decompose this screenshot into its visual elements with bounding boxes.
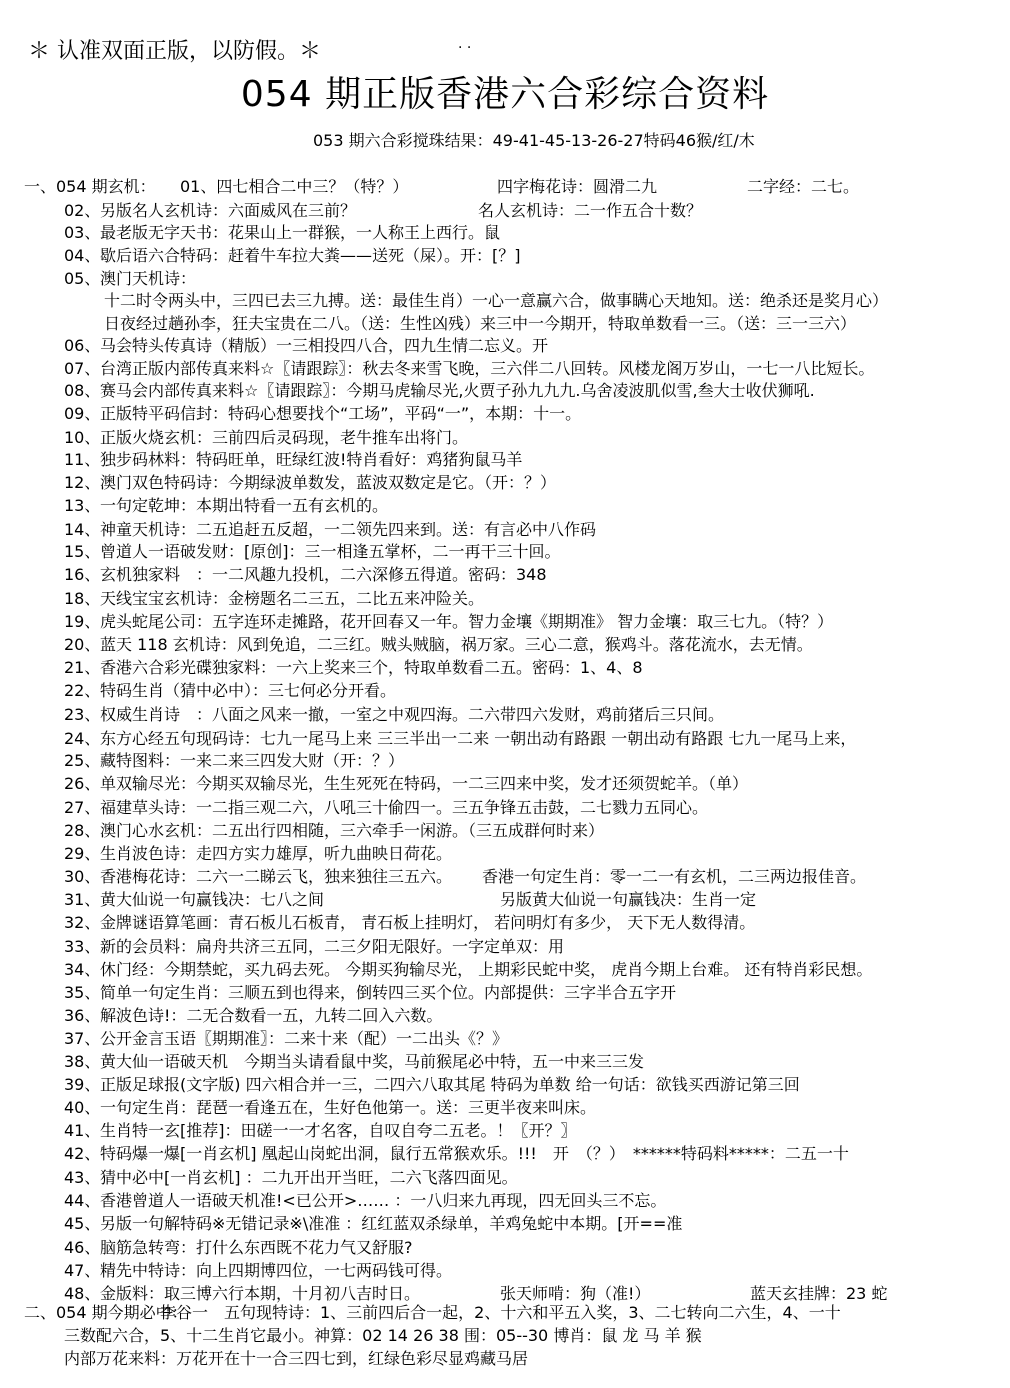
item-number: 05、 — [64, 269, 101, 288]
item-extra-text: 名人玄机诗：二一作五合十数？ — [478, 201, 703, 220]
item-text: 脑筋急转弯：打什么东西既不花力气又舒服? — [100, 1238, 413, 1257]
item-extra-text: 蓝天玄挂牌：23 蛇 — [750, 1284, 888, 1303]
list-item — [0, 1348, 1010, 1370]
list-item — [0, 176, 1010, 198]
item-text: 特码生肖（猜中必中）：三七何必分开看。 — [100, 681, 397, 700]
list-item — [0, 403, 1010, 425]
item-number: 43、 — [64, 1168, 101, 1187]
item-number: 33、 — [64, 937, 101, 956]
item-text: 香港六合彩光碟独家料：一六上奖来三个，特取单数看二五。密码：1、4、8 — [100, 658, 643, 677]
item-text: 精先中特诗：向上四期博四位，一七两码钱可得。 — [100, 1261, 453, 1280]
list-item — [0, 200, 1010, 222]
item-number: 47、 — [64, 1261, 101, 1280]
item-extra-text: 二字经：二七。 — [747, 177, 860, 196]
item-number: 02、 — [64, 201, 101, 220]
item-text: 虎头蛇尾公司：五字连环走摊路，花开回春又一年。智力金壤《期期准》 智力金壤：取三七九。（特？） — [100, 612, 834, 631]
item-extra-text: 另版黄大仙说一句赢钱决：生肖一定 — [500, 890, 757, 909]
item-number: 04、 — [64, 246, 101, 265]
item-text: 黄大仙一语破天机 今期当头请看鼠中奖，马前猴尾必中特，五一中来三三发 — [100, 1052, 645, 1071]
item-number: 14、 — [64, 520, 101, 539]
item-text: 香港梅花诗：二六一二睇云飞，独来独往三五六。 — [100, 867, 453, 886]
item-number: 40、 — [64, 1098, 101, 1117]
list-item — [0, 1213, 1010, 1235]
item-text: 猜中必中[一肖玄机] ：二九开出开当旺，二六飞落四面见。 — [100, 1168, 518, 1187]
list-item — [0, 1302, 1010, 1324]
item-text: 01、四七相合二中三？（特？） — [180, 177, 409, 196]
list-item — [0, 1120, 1010, 1142]
item-text: 公开金言玉语〖期期准〗：二来十来（配）一二出头《？》 — [100, 1029, 509, 1048]
item-text: 正版足球报(文字版) 四六相合并一三，二四六八取其尾 特码为单数 给一句话：欲钱买西游记第三回 — [100, 1075, 800, 1094]
item-text: 独步码林料：特码旺单，旺绿红波!特肖看好：鸡猪狗鼠马羊 — [100, 450, 523, 469]
item-number: 37、 — [64, 1029, 101, 1048]
item-number: 23、 — [64, 705, 101, 724]
item-text: 权威生肖诗 ：八面之风来一撤，一室之中观四海。二六带四六发财，鸡前猪后三只间。 — [100, 705, 725, 724]
list-item — [0, 290, 1010, 312]
list-item — [0, 820, 1010, 842]
authenticity-warning: ＊ 认准双面正版，以防假。＊ — [28, 39, 321, 64]
item-text: 一句定生肖：琵琶一看逢五在，生好色他第一。送：三更半夜来叫床。 — [100, 1098, 597, 1117]
item-text: 曾道人一语破发财：[原创]：三一相逢五掌杯，二一再干三十回。 — [100, 542, 561, 561]
list-item — [0, 519, 1010, 541]
item-text: 三数配六合，5、十二生肖它最小。神算：02 14 26 38 围：05--30 博肖：鼠 龙 马 羊 猴 — [64, 1326, 702, 1345]
list-item — [0, 564, 1010, 586]
list-item — [0, 866, 1010, 888]
item-text: 十二时令两头中，三四已去三九搏。送：最佳生肖）一心一意赢六合，做事瞒心天地知。送：绝杀还是奖月心） — [104, 291, 889, 310]
item-text: 福建草头诗：一二指三观二六，八吼三十偷四一。三五争锋五击鼓，二七戮力五同心。 — [100, 798, 709, 817]
item-extra-text: 香港一句定生肖：零一二一有玄机，二三两边报佳音。 — [482, 867, 867, 886]
list-item — [0, 335, 1010, 357]
item-text: 歇后语六合特码：赶着牛车拉大粪——送死（屎）。开：[？] — [100, 246, 521, 265]
item-number: 03、 — [64, 223, 101, 242]
item-number: 20、 — [64, 635, 101, 654]
item-text: 单双输尽光：今期买双输尽光，生生死死在特码，一二三四来中奖，发才还须贺蛇羊。（单） — [100, 774, 749, 793]
item-text: 日夜经过趟孙李，狂夫宝贵在二八。（送：生性凶残）来三中一今期开，特取单数看一三。（送：三一三六） — [104, 314, 857, 333]
list-item — [0, 268, 1010, 290]
item-number: 48、 — [64, 1284, 101, 1303]
decorative-dots: . . — [458, 36, 472, 52]
item-text: 休门经：今期禁蛇，买九码去死。 今期买狗输尽光， 上期彩民蛇中奖， 虎肖今期上台难。 还有特肖彩民想。 — [100, 960, 873, 979]
item-number: 21、 — [64, 658, 101, 677]
item-text: 解波色诗!：二无合数看一五，九转二回入六数。 — [100, 1006, 443, 1025]
item-text: 神童天机诗：二五追赶五反超，一二领先四来到。送：有言必中八作码 — [100, 520, 597, 539]
item-number: 29、 — [64, 844, 101, 863]
list-item — [0, 222, 1010, 244]
page-title: 054 期正版香港六合彩综合资料 — [240, 74, 770, 115]
list-item — [0, 1260, 1010, 1282]
list-item — [0, 982, 1010, 1004]
list-item — [0, 1074, 1010, 1096]
previous-draw-result: 053 期六合彩搅珠结果：49-41-45-13-26-27特码46猴/红/木 — [313, 131, 755, 150]
item-number: 08、 — [64, 381, 101, 400]
item-number: 12、 — [64, 473, 101, 492]
item-text: 最老版无字天书：花果山上一群猴，一人称王上西行。鼠 — [100, 223, 501, 242]
item-number: 13、 — [64, 496, 101, 515]
item-number: 16、 — [64, 565, 101, 584]
item-number: 35、 — [64, 983, 101, 1002]
list-item — [0, 704, 1010, 726]
list-item — [0, 843, 1010, 865]
item-text: 另版名人玄机诗：六面威风在三前？ — [100, 201, 357, 220]
item-text: 天线宝宝玄机诗：金榜题名二三五，二比五来冲险关。 — [100, 589, 485, 608]
item-text: 蓝天 118 玄机诗：风到免追，二三红。贼头贼脑，祸万家。三心二意，猴鸡斗。落花流水，去无情。 — [100, 635, 813, 654]
item-extra-text: 四字梅花诗：圆滑二九 — [497, 177, 658, 196]
item-number: 46、 — [64, 1238, 101, 1257]
list-item — [0, 797, 1010, 819]
item-number: 34、 — [64, 960, 101, 979]
item-number: 42、 — [64, 1144, 101, 1163]
item-text: 一句定乾坤：本期出特看一五有玄机的。 — [100, 496, 389, 515]
item-text: 正版特平码信封：特码心想要找个“工场”，平码“一”，本期：十一。 — [100, 404, 582, 423]
list-item — [0, 1167, 1010, 1189]
list-item — [0, 634, 1010, 656]
list-item — [0, 358, 1010, 380]
item-number: 30、 — [64, 867, 101, 886]
item-text: 内部万花来料：万花开在十一合三四七到，红绿色彩尽显鸡藏马居 — [64, 1349, 529, 1368]
item-text: 台湾正版内部传真来料☆〖请跟踪〗：秋去冬来雪飞晚，三六伴二八回转。风楼龙阁万岁山，一七一八比短长。 — [100, 359, 875, 378]
item-text: 新的会员料：扁舟共济三五同，二三夕阳无限好。一字定单双：用 — [100, 937, 565, 956]
list-item — [0, 1325, 1010, 1347]
item-number: 18、 — [64, 589, 101, 608]
item-number: 06、 — [64, 336, 101, 355]
list-item — [0, 912, 1010, 934]
item-number: 36、 — [64, 1006, 101, 1025]
item-number: 39、 — [64, 1075, 101, 1094]
list-item — [0, 541, 1010, 563]
list-item — [0, 1028, 1010, 1050]
item-number: 26、 — [64, 774, 101, 793]
list-item — [0, 1005, 1010, 1027]
list-item — [0, 245, 1010, 267]
list-item — [0, 588, 1010, 610]
list-item — [0, 889, 1010, 911]
item-number: 41、 — [64, 1121, 101, 1140]
item-number: 一、054 期玄机： — [24, 177, 156, 196]
item-text: 另版一句解特码※无错记录※\准准 ：红红蓝双杀绿单，羊鸡兔蛇中本期。[开==准 — [100, 1214, 683, 1233]
item-text: 东方心经五句现码诗：七九一尾马上来 三三半出一二来 一朝出动有路跟 一朝出动有路跟 七九一尾马上来， — [100, 729, 857, 748]
item-number: 二、054 期今期必中： — [24, 1303, 188, 1322]
list-item — [0, 773, 1010, 795]
list-item — [0, 1237, 1010, 1259]
item-extra-text: 张天师啃：狗（准!） — [500, 1284, 651, 1303]
item-number: 09、 — [64, 404, 101, 423]
item-text: 澳门心水玄机：二五出行四相随，三六牵手一闲游。（三五成群何时来） — [100, 821, 605, 840]
item-number: 22、 — [64, 681, 101, 700]
item-text: 简单一句定生肖：三顺五到也得来，倒转四三买个位。内部提供：三字半合五字开 — [100, 983, 677, 1002]
item-text: 藏特图料：一来二来三四发大财（开：？） — [100, 751, 405, 770]
item-text: 特码爆一爆[一肖玄机] 凰起山岗蛇出洞，鼠行五常猴欢乐。!!! 开 （？） ******特码料*****：二五一十 — [100, 1144, 849, 1163]
item-text: 澳门双色特码诗：今期绿波单数发，蓝波双数定是它。（开：？） — [100, 473, 557, 492]
item-number: 32、 — [64, 913, 101, 932]
list-item — [0, 750, 1010, 772]
item-text: 玄机独家料 ：一二风趣九投机，二六深修五得道。密码：348 — [100, 565, 547, 584]
list-item — [0, 472, 1010, 494]
item-text: 生肖特一玄[推荐]：田磋一一才名客，自叹自夸二五老。！〖开？〗 — [100, 1121, 577, 1140]
item-number: 44、 — [64, 1191, 101, 1210]
item-number: 27、 — [64, 798, 101, 817]
list-item — [0, 427, 1010, 449]
item-number: 24、 — [64, 729, 101, 748]
list-item — [0, 680, 1010, 702]
item-text: 金牌谜语算笔画：青石板儿石板青， 青石板上挂明灯， 若问明灯有多少， 天下无人数得清。 — [100, 913, 756, 932]
list-item — [0, 936, 1010, 958]
item-text: 生肖波色诗：走四方实力雄厚，听九曲映日荷花。 — [100, 844, 453, 863]
item-text: 李谷一 五句现特诗：1、三前四后合一起，2、十六和平五入奖，3、二七转向二六生，4、一十 — [160, 1303, 841, 1322]
item-number: 31、 — [64, 890, 101, 909]
list-item — [0, 449, 1010, 471]
item-text: 金版料：取三博六行本期，十月初八吉时日。 — [100, 1284, 421, 1303]
list-item — [0, 1051, 1010, 1073]
item-number: 15、 — [64, 542, 101, 561]
item-text: 赛马会内部传真来料☆〖请跟踪〗：今期马虎输尽光,火贾子孙九九九.乌舍凌波肌似雪,叁大士收伏狮吼. — [100, 381, 815, 400]
list-item — [0, 611, 1010, 633]
list-item — [0, 380, 1010, 402]
item-text: 马会特头传真诗（精版）一三相投四八合，四九生情二忘义。开 — [100, 336, 549, 355]
item-text: 澳门天机诗： — [100, 269, 197, 288]
item-number: 10、 — [64, 428, 101, 447]
list-item — [0, 959, 1010, 981]
item-text: 黄大仙说一句赢钱决：七八之间 — [100, 890, 325, 909]
list-item — [0, 657, 1010, 679]
item-number: 07、 — [64, 359, 101, 378]
list-item — [0, 1097, 1010, 1119]
list-item — [0, 495, 1010, 517]
list-item — [0, 313, 1010, 335]
item-number: 11、 — [64, 450, 101, 469]
list-item — [0, 728, 1010, 750]
item-number: 25、 — [64, 751, 101, 770]
item-number: 38、 — [64, 1052, 101, 1071]
list-item — [0, 1190, 1010, 1212]
item-text: 正版火烧玄机：三前四后灵码现，老牛推车出将门。 — [100, 428, 469, 447]
item-number: 45、 — [64, 1214, 101, 1233]
item-number: 28、 — [64, 821, 101, 840]
list-item — [0, 1143, 1010, 1165]
item-text: 香港曾道人一语破天机准!<已公开>…… ：一八归来九再现，四无回头三不忘。 — [100, 1191, 667, 1210]
item-number: 19、 — [64, 612, 101, 631]
